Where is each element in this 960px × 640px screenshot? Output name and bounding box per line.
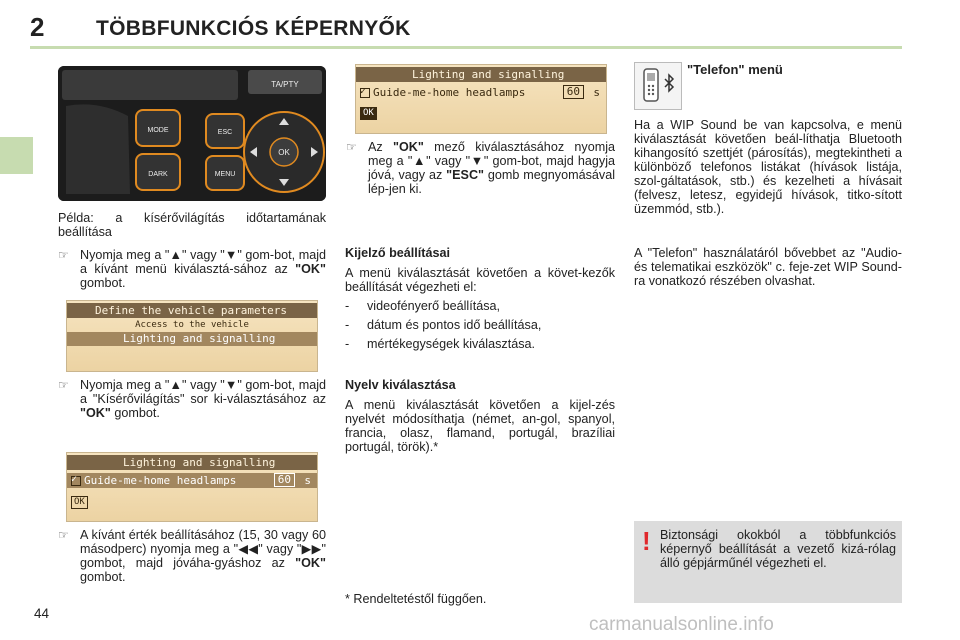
- ok-step: [346, 140, 615, 196]
- step-1-ok: "OK": [295, 262, 326, 276]
- footnote: * Rendeltetéstől függően.: [345, 592, 487, 606]
- step-3-ok: "OK": [295, 556, 326, 570]
- chapter-number: 2: [30, 12, 45, 42]
- screen2-title: Lighting and signalling: [67, 455, 317, 470]
- step-1-text: Nyomja meg a "▲" vagy "▼" gom-bot, majd a kívánt menü kiválasztá-sához az: [80, 248, 326, 276]
- dark-label: DARK: [148, 171, 168, 178]
- mode-label: MODE: [147, 127, 169, 134]
- phone-menu-heading: "Telefon" menü: [687, 62, 783, 77]
- display-settings-item: [345, 337, 615, 351]
- screen3-value: 60: [563, 85, 584, 99]
- step-3: [58, 528, 326, 584]
- phone-bluetooth-icon: [634, 62, 682, 110]
- step-3-text: A kívánt érték beállításához (15, 30 vagy 60 másodperc) nyomja meg a "◀◀" vagy "▶▶" gombot, majd jóváha-gyáshoz az: [80, 528, 326, 570]
- step-1: [58, 248, 326, 290]
- warning-exclamation-icon: !: [642, 526, 651, 556]
- display-settings-item-text: dátum és pontos idő beállítása,: [367, 318, 542, 332]
- esc-label: ESC: [217, 129, 233, 136]
- safety-warning-text: Biztonsági okokból a többfunkciós képernyő beállítását a vezető kizá-rólag álló gépjárműnél végezheti el.: [660, 528, 896, 570]
- page-title: TÖBBFUNKCIÓS KÉPERNYŐK: [96, 17, 411, 40]
- menu-label: MENU: [214, 171, 236, 178]
- display-settings-intro: A menü kiválasztását követően a követ-kezők beállítását végezheti el:: [345, 266, 615, 294]
- console-illustration: [58, 66, 326, 201]
- ok-step-esc: "ESC": [446, 168, 485, 182]
- step-2-ok: "OK": [80, 406, 111, 420]
- screen2-item: Guide-me-home headlamps: [84, 474, 237, 487]
- checkbox-icon: [360, 88, 370, 98]
- display-settings-item: [345, 318, 615, 332]
- screen3-item: Guide-me-home headlamps: [373, 86, 526, 99]
- screen3-unit: s: [593, 86, 600, 99]
- language-heading: Nyelv kiválasztása: [345, 378, 456, 392]
- step-2-end: gombot.: [110, 406, 160, 420]
- language-text: A menü kiválasztását követően a kijel-zés nyelvét módosíthatja (német, an-gol, spanyol, francia, olasz, flamand, portugál, brazíliai portugál, török).*: [345, 398, 615, 454]
- screen1-title: Define the vehicle parameters: [67, 303, 317, 318]
- phone-menu-paragraph-1: Ha a WIP Sound be van kapcsolva, e menü kiválasztását követően beál-líthatja Bluetooth kihangosító szettjét (párosítás), megtekintheti a különböző telefonos listákat (hívások listája, szol-gáltatások, stb.) és kezelheti a hívásait (felvesz, letesz, egyidejű hívások, titko-sított üzemmód, stb.).: [634, 118, 902, 216]
- tapty-label: TA/PTY: [271, 80, 299, 89]
- page-number: 44: [34, 606, 50, 621]
- chapter-tab: [0, 137, 33, 174]
- screen1-selected-item: Lighting and signalling: [67, 332, 317, 346]
- display-settings-item-text: videofényerő beállítása,: [367, 299, 501, 313]
- checkbox-icon: [71, 476, 81, 486]
- ok-label: OK: [278, 148, 290, 157]
- screen3-title: Lighting and signalling: [356, 67, 606, 82]
- ok-step-end: gomb megnyomásával lép-jen ki.: [368, 168, 615, 196]
- console-caption: Példa: a kísérővilágítás időtartamának beállítása: [58, 211, 326, 239]
- phone-menu-paragraph-2: A "Telefon" használatáról bővebbet az "Audio- és telematikai eszközök" c. feje-zet WIP Sound-ra vonatkozó részében olvashat.: [634, 246, 902, 288]
- step-2: [58, 378, 326, 420]
- step-3-end: gombot.: [80, 570, 126, 584]
- screen-lighting-middle: [355, 64, 607, 134]
- screen2-value: 60: [274, 473, 295, 487]
- step-2-text: Nyomja meg a "▲" vagy "▼" gom-bot, majd a "Kísérővilágítás" sor ki-választásához az: [80, 378, 326, 406]
- display-settings-heading: Kijelző beállításai: [345, 246, 450, 260]
- list-dash: -: [345, 337, 350, 351]
- screen2-unit: s: [304, 474, 311, 487]
- watermark-footer: carmanualsonline.info: [589, 614, 774, 635]
- screen3-ok-field: OK: [360, 107, 377, 120]
- header-rule: [30, 46, 902, 49]
- step-1-end: gombot.: [80, 276, 126, 290]
- list-dash: -: [345, 318, 350, 332]
- screen-define-parameters: [66, 300, 318, 372]
- ok-step-ok: "OK": [393, 140, 424, 154]
- list-dash: -: [345, 299, 350, 313]
- hand-pointer-icon: ☞: [58, 248, 69, 262]
- hand-pointer-icon: ☞: [346, 140, 357, 154]
- ok-step-text-2: mező kiválasztásához nyomja meg a "▲" vagy "▼" gom-bot, majd hagyja jóvá, vagy az: [368, 140, 616, 182]
- display-settings-item: [345, 299, 615, 313]
- display-settings-item-text: mértékegységek kiválasztása.: [367, 337, 535, 351]
- screen1-subtitle: Access to the vehicle: [135, 320, 249, 330]
- hand-pointer-icon: ☞: [58, 528, 69, 542]
- ok-step-text: Az: [368, 140, 393, 154]
- console-photo: [58, 66, 326, 201]
- screen-lighting-left: [66, 452, 318, 522]
- hand-pointer-icon: ☞: [58, 378, 69, 392]
- display-settings-list: [345, 299, 615, 351]
- screen2-ok-field: OK: [71, 496, 88, 509]
